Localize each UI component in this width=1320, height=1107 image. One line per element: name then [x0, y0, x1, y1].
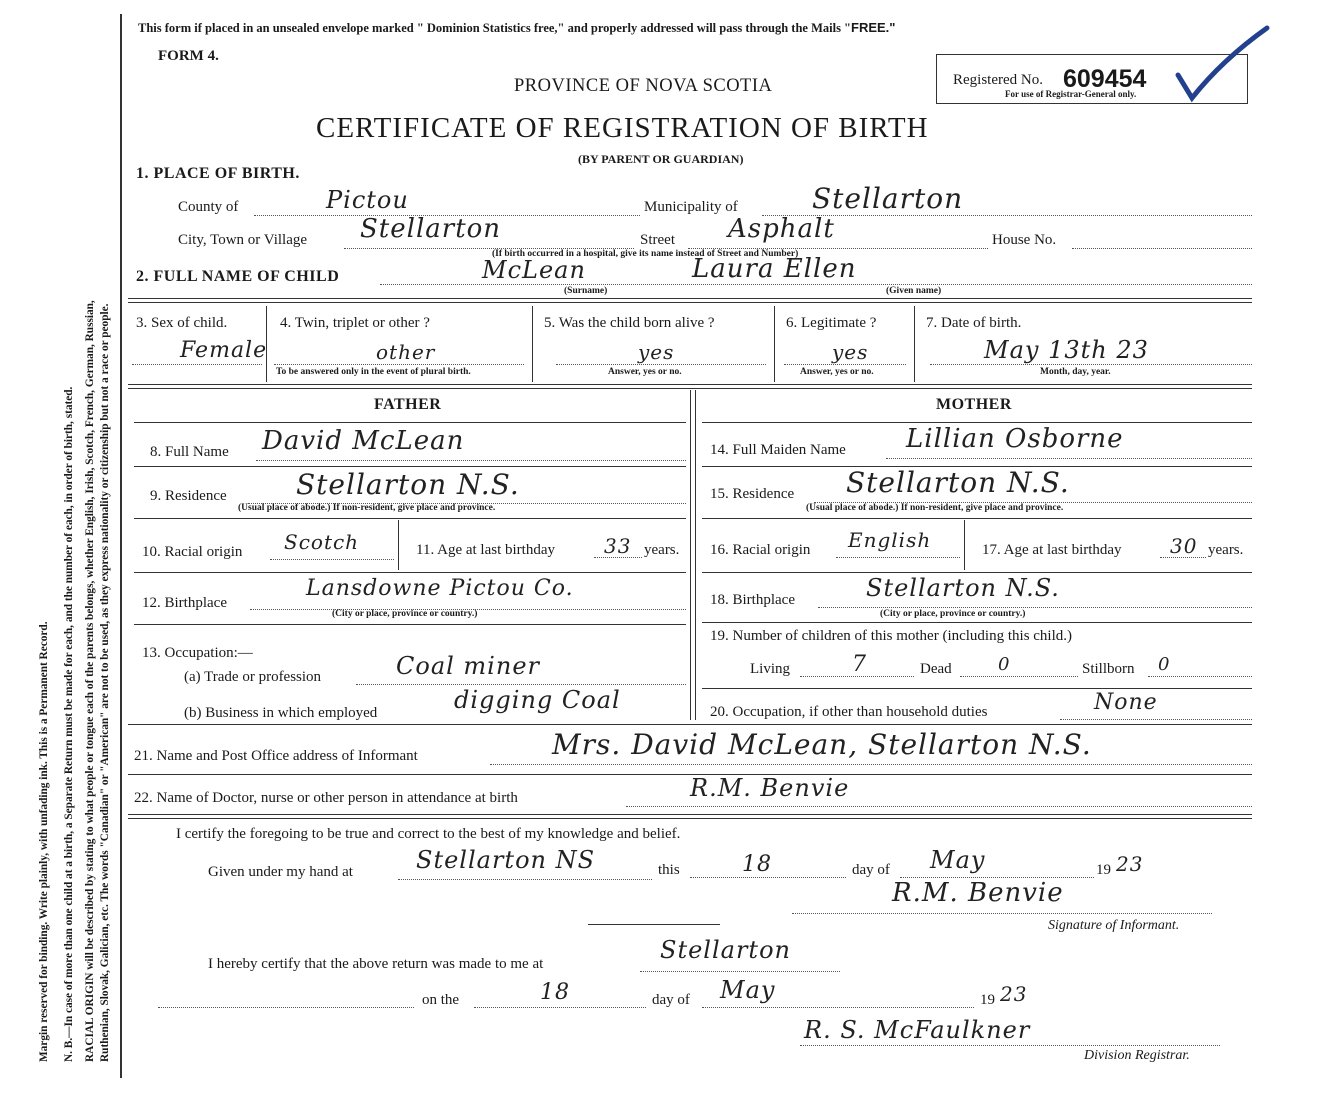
- sex-line: [132, 364, 262, 365]
- mother-heading: MOTHER: [936, 396, 1012, 413]
- registrar-signature-caption: Division Registrar.: [1084, 1048, 1190, 1063]
- registrar-day-line: [474, 1007, 646, 1008]
- street-value: Asphalt: [728, 214, 835, 244]
- given-under-label: Given under my hand at: [208, 864, 353, 880]
- dob-label: 7. Date of birth.: [926, 315, 1022, 331]
- mother-occupation-label: 20. Occupation, if other than household duties: [710, 704, 988, 720]
- registrar-signature-line: [800, 1045, 1220, 1046]
- mother-age-value: 30: [1170, 534, 1198, 558]
- city-value: Stellarton: [360, 214, 502, 244]
- registered-number: 609454: [1063, 65, 1147, 93]
- doctor-label: 22. Name of Doctor, nurse or other person in attendance at birth: [134, 790, 518, 806]
- dob-value: May 13th 23: [984, 336, 1149, 364]
- mother-rule-18: [702, 622, 1252, 623]
- mother-name-line: [886, 458, 1252, 459]
- mother-age-label: 17. Age at last birthday: [982, 542, 1122, 558]
- section-rule-1: [128, 298, 1252, 299]
- father-rule-8: [134, 466, 686, 467]
- given-day-of-label: day of: [852, 862, 890, 878]
- registrar-year-value: 23: [1000, 982, 1028, 1006]
- stillborn-line: [1148, 676, 1252, 677]
- father-name-label: 8. Full Name: [150, 444, 229, 460]
- section-rule-2: [128, 384, 1252, 385]
- registered-note: For use of Registrar-General only.: [1005, 89, 1137, 99]
- father-race-line: [270, 559, 394, 560]
- mother-race-label: 16. Racial origin: [710, 542, 811, 558]
- mother-birthplace-label: 18. Birthplace: [710, 592, 795, 608]
- hospital-note: (If birth occurred in a hospital, give its name instead of Street and Number): [492, 249, 799, 259]
- margin-note-line-2: N. B.—In case of more than one child at a birth, a Separate Return must be made for each, and the number of each, in order of birth, stated.: [63, 386, 75, 1062]
- municipality-line: [762, 215, 1252, 216]
- dob-caption: Month, day, year.: [1040, 367, 1111, 377]
- child-name-line: [380, 284, 1252, 285]
- section-rule-5b: [128, 818, 1252, 819]
- dead-value: 0: [998, 654, 1011, 675]
- father-residence-caption: (Usual place of abode.) If non-resident, give place and province.: [238, 503, 496, 513]
- margin-note-line-3: RACIAL ORIGIN will be described by stating to what people or tongue each of the parents belongs, whether English, Irish, Scotch, French, German, Russian,: [84, 300, 96, 1062]
- father-residence-value: Stellarton N.S.: [296, 468, 520, 501]
- divider-6: [914, 306, 915, 382]
- given-year-prefix: 19: [1096, 862, 1111, 878]
- mother-children-label: 19. Number of children of this mother (including this child.): [710, 628, 1073, 644]
- parents-divider-a: [690, 390, 691, 720]
- mother-race-line: [836, 557, 960, 558]
- page-title: CERTIFICATE OF REGISTRATION OF BIRTH: [316, 112, 929, 144]
- father-residence-label: 9. Residence: [150, 488, 227, 504]
- given-place-line: [398, 879, 652, 880]
- living-value: 7: [852, 652, 867, 677]
- mother-heading-rule: [702, 422, 1252, 423]
- father-race-label: 10. Racial origin: [142, 544, 243, 560]
- mother-race-value: English: [848, 528, 932, 552]
- section-rule-5: [128, 814, 1252, 815]
- father-trade-value: Coal miner: [396, 652, 540, 680]
- informant-label: 21. Name and Post Office address of Informant: [134, 748, 418, 764]
- certify-statement: I certify the foregoing to be true and correct to the best of my knowledge and belief.: [176, 826, 681, 842]
- city-label: City, Town or Village: [178, 232, 308, 248]
- alive-label: 5. Was the child born alive ?: [544, 315, 715, 331]
- alive-value: yes: [638, 340, 675, 364]
- father-race-divider: [398, 520, 399, 570]
- surname-caption: (Surname): [564, 286, 608, 296]
- house-number-line: [1072, 248, 1252, 249]
- mail-note: [138, 20, 895, 36]
- father-birthplace-label: 12. Birthplace: [142, 595, 227, 611]
- sex-value: Female: [180, 338, 268, 363]
- father-occupation-label: 13. Occupation:—: [142, 645, 253, 661]
- mother-rule-19: [702, 688, 1252, 689]
- doctor-value: R.M. Benvie: [690, 774, 850, 802]
- dead-line: [960, 676, 1078, 677]
- registrar-day-of-label: day of: [652, 992, 690, 1008]
- informant-signature-line: [792, 913, 1212, 914]
- twin-label: 4. Twin, triplet or other ?: [280, 315, 430, 331]
- registrar-month-value: May: [720, 976, 776, 1004]
- father-name-value: David McLean: [262, 426, 465, 456]
- father-age-unit: years.: [644, 542, 680, 558]
- given-day-value: 18: [742, 852, 772, 877]
- alive-line: [556, 364, 766, 365]
- legitimate-label: 6. Legitimate ?: [786, 315, 877, 331]
- given-year-value: 23: [1116, 852, 1144, 876]
- registrar-on-label: on the: [422, 992, 460, 1008]
- margin-note-line-1: Margin reserved for binding. Write plainly, with unfading ink. This is a Permanent Record.: [38, 621, 50, 1062]
- mother-occupation-line: [1060, 719, 1252, 720]
- registered-label: Registered No.: [953, 72, 1043, 88]
- father-rule-10: [134, 572, 686, 573]
- informant-signature: R.M. Benvie: [892, 878, 1064, 908]
- page-subtitle: (BY PARENT OR GUARDIAN): [578, 152, 744, 166]
- mother-rule-16: [702, 572, 1252, 573]
- mother-age-unit: years.: [1208, 542, 1244, 558]
- section-rule-3: [128, 724, 1252, 725]
- place-of-birth-heading: 1. PLACE OF BIRTH.: [136, 165, 300, 182]
- sex-label: 3. Sex of child.: [136, 315, 228, 331]
- father-trade-label: (a) Trade or profession: [184, 669, 322, 685]
- father-race-value: Scotch: [284, 530, 360, 554]
- informant-line: [490, 764, 1252, 765]
- registrar-day-value: 18: [540, 980, 570, 1005]
- father-rule-12: [134, 624, 686, 625]
- check-mark-icon: [1172, 20, 1272, 105]
- legitimate-value: yes: [832, 340, 869, 364]
- mother-birthplace-caption: (City or place, province or country.): [880, 609, 1026, 619]
- father-birthplace-caption: (City or place, province or country.): [332, 609, 478, 619]
- father-birthplace-value: Lansdowne Pictou Co.: [306, 576, 574, 601]
- informant-value: Mrs. David McLean, Stellarton N.S.: [552, 728, 1092, 761]
- divider-5: [774, 306, 775, 382]
- divider-4: [532, 306, 533, 382]
- father-heading: FATHER: [374, 396, 442, 413]
- mail-note-text: This form if placed in an unsealed envelope marked " Dominion Statistics free," and properly addressed will pass through the Mails ": [138, 21, 852, 35]
- registrar-lead-line: [158, 1007, 414, 1008]
- mother-name-value: Lillian Osborne: [906, 424, 1124, 454]
- registrar-month-line: [702, 1007, 974, 1008]
- house-number-label: House No.: [992, 232, 1057, 248]
- informant-signature-caption: Signature of Informant.: [1048, 918, 1180, 933]
- mother-birthplace-value: Stellarton N.S.: [866, 574, 1060, 602]
- mother-residence-value: Stellarton N.S.: [846, 466, 1070, 499]
- registrar-signature: R. S. McFaulkner: [804, 1016, 1031, 1044]
- mother-name-label: 14. Full Maiden Name: [710, 442, 846, 458]
- father-age-label: 11. Age at last birthday: [416, 542, 555, 558]
- father-business-value: digging Coal: [454, 686, 621, 714]
- mother-residence-caption: (Usual place of abode.) If non-resident, give place and province.: [806, 503, 1064, 513]
- father-rule-9: [134, 518, 686, 519]
- legitimate-caption: Answer, yes or no.: [800, 367, 874, 377]
- given-day-line: [690, 877, 846, 878]
- father-age-value: 33: [604, 534, 632, 558]
- section-rule-1b: [128, 302, 1252, 303]
- father-trade-line: [356, 684, 686, 685]
- child-surname: McLean: [482, 256, 586, 284]
- stillborn-value: 0: [1158, 654, 1171, 675]
- divider-short: [588, 924, 720, 925]
- registrar-year-prefix: 19: [980, 992, 995, 1008]
- province-heading: PROVINCE OF NOVA SCOTIA: [514, 76, 773, 96]
- mother-rule-15: [702, 518, 1252, 519]
- registrar-place-value: Stellarton: [660, 936, 791, 964]
- municipality-value: Stellarton: [812, 182, 964, 215]
- county-value: Pictou: [326, 186, 409, 214]
- municipality-label: Municipality of: [644, 199, 738, 215]
- twin-value: other: [376, 340, 436, 364]
- twin-caption: To be answered only in the event of plural birth.: [276, 367, 471, 377]
- father-name-line: [256, 460, 686, 461]
- alive-caption: Answer, yes or no.: [608, 367, 682, 377]
- section-rule-2b: [128, 388, 1252, 389]
- given-name-caption: (Given name): [886, 286, 942, 296]
- parents-divider-b: [695, 390, 696, 720]
- mother-birthplace-line: [818, 607, 1252, 608]
- registrar-place-line: [640, 971, 840, 972]
- father-business-label: (b) Business in which employed: [184, 705, 378, 721]
- doctor-line: [626, 806, 1252, 807]
- registrar-statement: I hereby certify that the above return was made to me at: [208, 956, 544, 972]
- form-number: FORM 4.: [158, 48, 219, 64]
- margin-note-line-4: Ruthenian, Slovak, Galician, etc. The words "Canadian" or "American" are not to be used, as they express nationality or citizenship but not a race or people.: [99, 303, 111, 1062]
- mother-race-divider: [964, 520, 965, 570]
- child-name-label: 2. FULL NAME OF CHILD: [136, 268, 340, 285]
- mother-occupation-value: None: [1094, 690, 1158, 715]
- father-heading-rule: [134, 422, 686, 423]
- legitimate-line: [784, 364, 906, 365]
- stillborn-label: Stillborn: [1082, 661, 1135, 677]
- child-given-name: Laura Ellen: [692, 254, 857, 284]
- street-label: Street: [640, 232, 675, 248]
- dob-line: [930, 364, 1252, 365]
- county-label: County of: [178, 199, 239, 215]
- dead-label: Dead: [920, 661, 952, 677]
- margin-rule: [120, 14, 122, 1078]
- mail-free-text: FREE.": [851, 20, 896, 35]
- given-this-label: this: [658, 862, 680, 878]
- twin-line: [274, 364, 524, 365]
- living-label: Living: [750, 661, 790, 677]
- mother-residence-label: 15. Residence: [710, 486, 795, 502]
- given-place-value: Stellarton NS: [416, 846, 596, 874]
- given-month-value: May: [930, 846, 986, 874]
